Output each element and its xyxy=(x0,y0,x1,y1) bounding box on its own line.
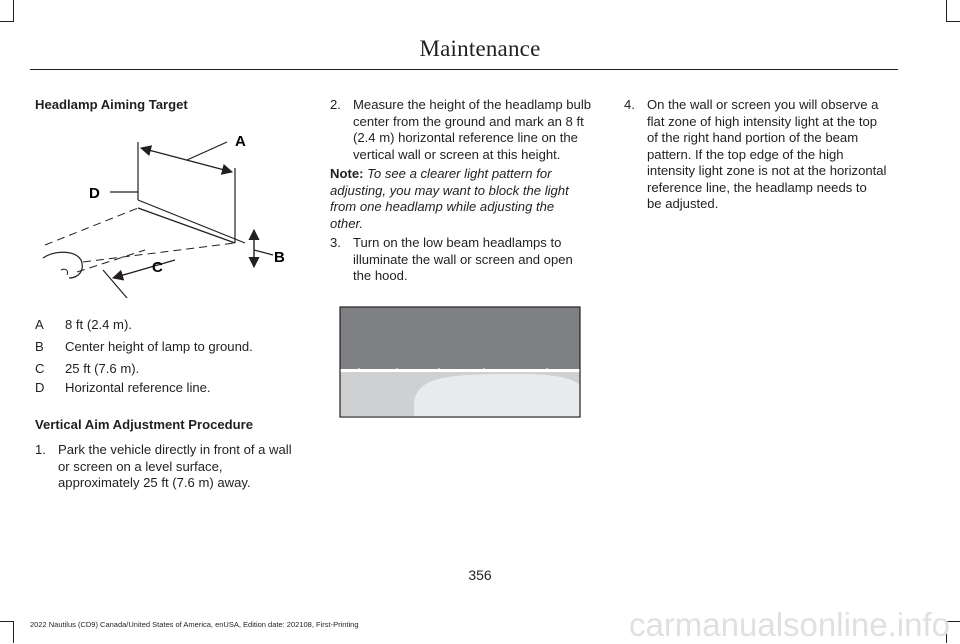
note-text: To see a clearer light pattern for xyxy=(367,166,552,181)
label-b-leader xyxy=(254,250,273,255)
text-line: center from the ground and mark an 8 ft xyxy=(353,113,584,129)
text-line: Measure the height of the headlamp bulb xyxy=(353,97,592,112)
diagram-label-d: D xyxy=(89,185,100,202)
text-line: approximately 25 ft (7.6 m) away. xyxy=(58,475,251,490)
note-text: adjusting, you may want to block the light xyxy=(330,182,569,198)
legend-value: Horizontal reference line. xyxy=(65,380,211,395)
text-line: vertical wall or screen at this height. xyxy=(353,146,561,162)
section-heading: Headlamp Aiming Target xyxy=(35,97,188,112)
diagram-label-b: B xyxy=(274,249,285,266)
crop-mark xyxy=(13,621,14,643)
crop-mark xyxy=(946,21,960,22)
crop-mark xyxy=(13,0,14,22)
text-line: of the right hand portion of the beam xyxy=(647,130,859,145)
crop-mark xyxy=(946,0,947,22)
legend-value: Center height of lamp to ground. xyxy=(65,339,253,354)
text-line: (2.4 m) horizontal reference line on the xyxy=(353,130,578,145)
horizontal-reference-line xyxy=(138,200,245,243)
text-line: reference line, the headlamp needs to xyxy=(647,179,867,195)
legend-value: 25 ft (7.6 m). xyxy=(65,361,140,376)
section-heading: Vertical Aim Adjustment Procedure xyxy=(35,417,254,432)
step-number: 3. xyxy=(330,235,341,250)
beam-dashed-upper xyxy=(45,208,138,245)
footer-edition-info: 2022 Nautilus (CD9) Canada/United States of America, enUSA, Edition date: 202108, First-Printing xyxy=(30,620,359,629)
note-text: from one headlamp while adjusting the xyxy=(330,199,555,214)
note-label: Note: xyxy=(330,166,364,181)
step-text xyxy=(353,97,610,163)
reference-line-lower xyxy=(138,208,235,243)
text-line: intensity light zone is not at the horizontal xyxy=(647,163,887,178)
text-line: illuminate the wall or screen and open xyxy=(353,251,573,267)
legend-key: D xyxy=(35,380,45,395)
legend-value: 8 ft (2.4 m). xyxy=(65,317,132,332)
left-column xyxy=(35,0,335,643)
headlamp-outline xyxy=(43,252,82,278)
text-line: Park the vehicle directly in front of a wall xyxy=(58,442,292,457)
watermark: carmanualsonline.info xyxy=(628,606,950,643)
beam-pattern-illustration xyxy=(339,306,581,418)
step-number: 4. xyxy=(624,97,635,112)
step-number: 1. xyxy=(35,442,46,457)
headlamp-outline-inner xyxy=(61,269,68,275)
text-line: flat zone of high intensity light at the top xyxy=(647,113,878,129)
crop-mark xyxy=(0,21,14,22)
note xyxy=(330,166,610,232)
beam-upper-area xyxy=(340,307,580,369)
legend-key: A xyxy=(35,317,44,332)
beam-bright-zone xyxy=(414,374,580,416)
dimension-a-arrow xyxy=(141,148,232,172)
step-text xyxy=(353,235,610,285)
text-line: pattern. If the top edge of the high xyxy=(647,146,844,162)
page-title: Maintenance xyxy=(419,36,541,61)
text-line: the hood. xyxy=(353,268,408,283)
text-line: On the wall or screen you will observe a xyxy=(647,97,879,112)
diagram-label-a: A xyxy=(235,133,246,150)
text-line: be adjusted. xyxy=(647,196,719,211)
headlamp-aiming-diagram xyxy=(35,120,310,305)
legend-key: C xyxy=(35,361,45,376)
text-line: Turn on the low beam headlamps to xyxy=(353,235,562,250)
text-line: or screen on a level surface, xyxy=(58,458,223,474)
page-number: 356 xyxy=(468,567,492,583)
dimension-c-tick xyxy=(103,270,127,298)
step-number: 2. xyxy=(330,97,341,112)
note-text: other. xyxy=(330,215,363,231)
step-text xyxy=(58,442,338,492)
diagram-label-c: C xyxy=(152,259,163,276)
step-text xyxy=(647,97,904,213)
right-column xyxy=(624,0,904,643)
crop-mark xyxy=(0,621,14,622)
legend-key: B xyxy=(35,339,44,354)
middle-column xyxy=(330,0,610,643)
label-a-leader xyxy=(187,142,227,160)
dimension-c-arrow xyxy=(113,260,175,278)
